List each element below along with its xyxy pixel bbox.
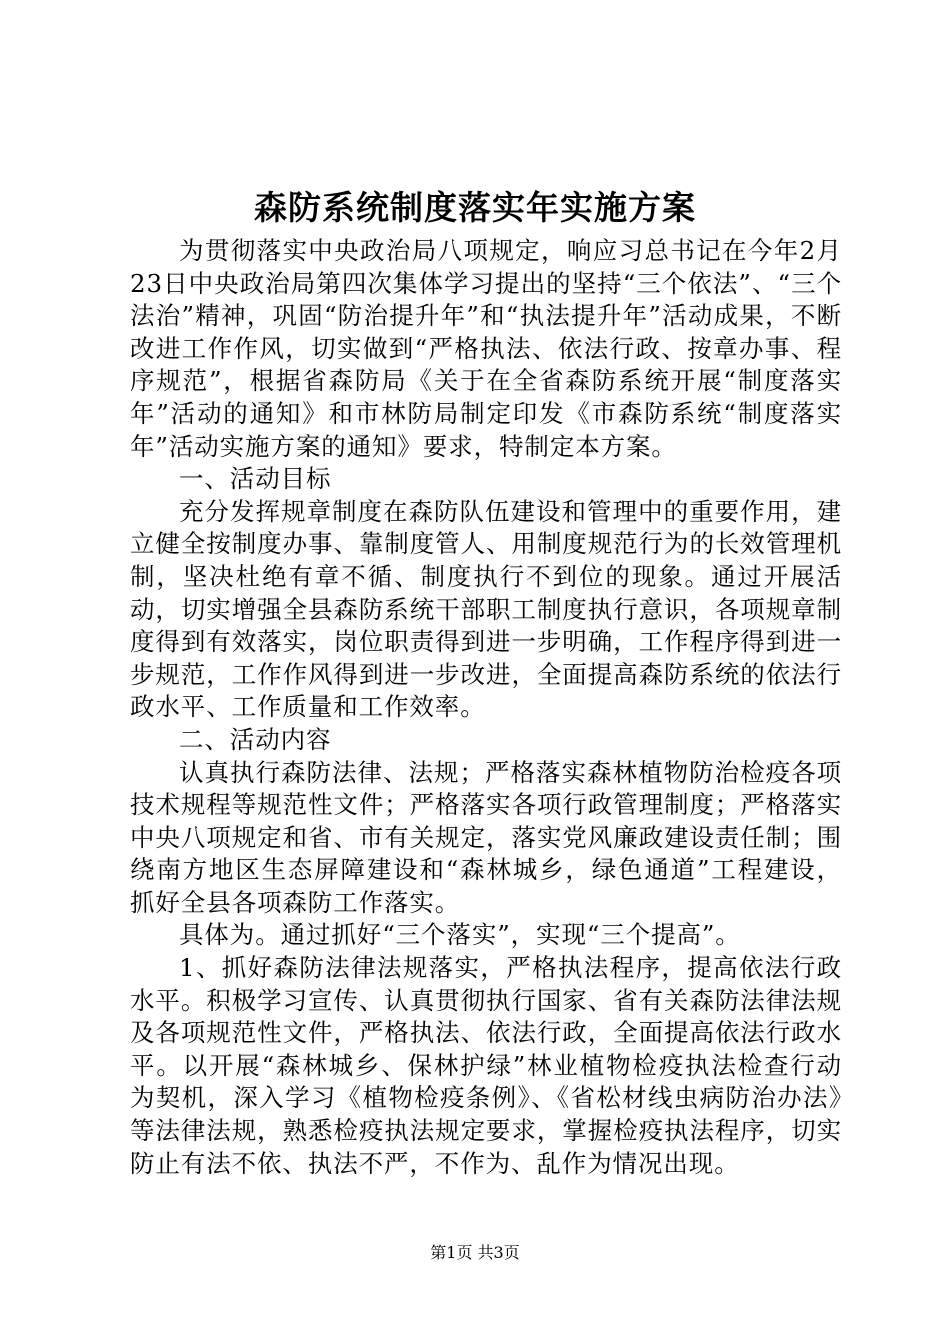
- paragraph-activity-content: 认真执行森防法律、法规；严格落实森林植物防治检疫各项技术规程等规范性文件；严格落实各项行政管理制度；严格落实中央八项规定和省、市有关规定，落实党风廉政建设责任制；围绕南方地区生态屏障建设和“森林城乡，绿色通道”工程建设，抓好全县各项森防工作落实。: [130, 757, 842, 917]
- document-body: [130, 235, 842, 1180]
- heading-activity-content: 二、活动内容: [179, 724, 332, 754]
- paragraph-specifics: 具体为。通过抓好“三个落实”，实现“三个提高”。: [179, 920, 741, 950]
- document-title: 森防系统制度落实年实施方案: [254, 188, 696, 227]
- page-footer: 第1页 共3页: [430, 1243, 520, 1262]
- paragraph-item-1: 1、抓好森防法律法规落实，严格执法程序，提高依法行政水平。积极学习宣传、认真贯彻执行国家、省有关森防法律法规及各项规范性文件，严格执法、依法行政，全面提高依法行政水平。以开展“森林城乡、保林护绿”林业植物检疫执法检查行动为契机，深入学习《植物检疫条例》、《省松材线虫病防治办法》等法律法规，熟悉检疫执法规定要求，掌握检疫执法程序，切实防止有法不依、执法不严，不作为、乱作为情况出现。: [130, 953, 842, 1178]
- heading-activity-goal: 一、活动目标: [179, 464, 332, 494]
- paragraph-intro: 为贯彻落实中央政治局八项规定，响应习总书记在今年2月23日中央政治局第四次集体学习提出的坚持“三个依法”、“三个法治”精神，巩固“防治提升年”和“执法提升年”活动成果，不断改进工作作风，切实做到“严格执法、依法行政、按章办事、程序规范”，根据省森防局《关于在全省森防系统开展“制度落实年”活动的通知》和市林防局制定印发《市森防系统“制度落实年”活动实施方案的通知》要求，特制定本方案。: [130, 236, 842, 461]
- paragraph-activity-goal: 充分发挥规章制度在森防队伍建设和管理中的重要作用，建立健全按制度办事、靠制度管人、用制度规范行为的长效管理机制，坚决杜绝有章不循、制度执行不到位的现象。通过开展活动，切实增强全县森防系统干部职工制度执行意识，各项规章制度得到有效落实，岗位职责得到进一步明确，工作程序得到进一步规范，工作作风得到进一步改进，全面提高森防系统的依法行政水平、工作质量和工作效率。: [130, 496, 842, 722]
